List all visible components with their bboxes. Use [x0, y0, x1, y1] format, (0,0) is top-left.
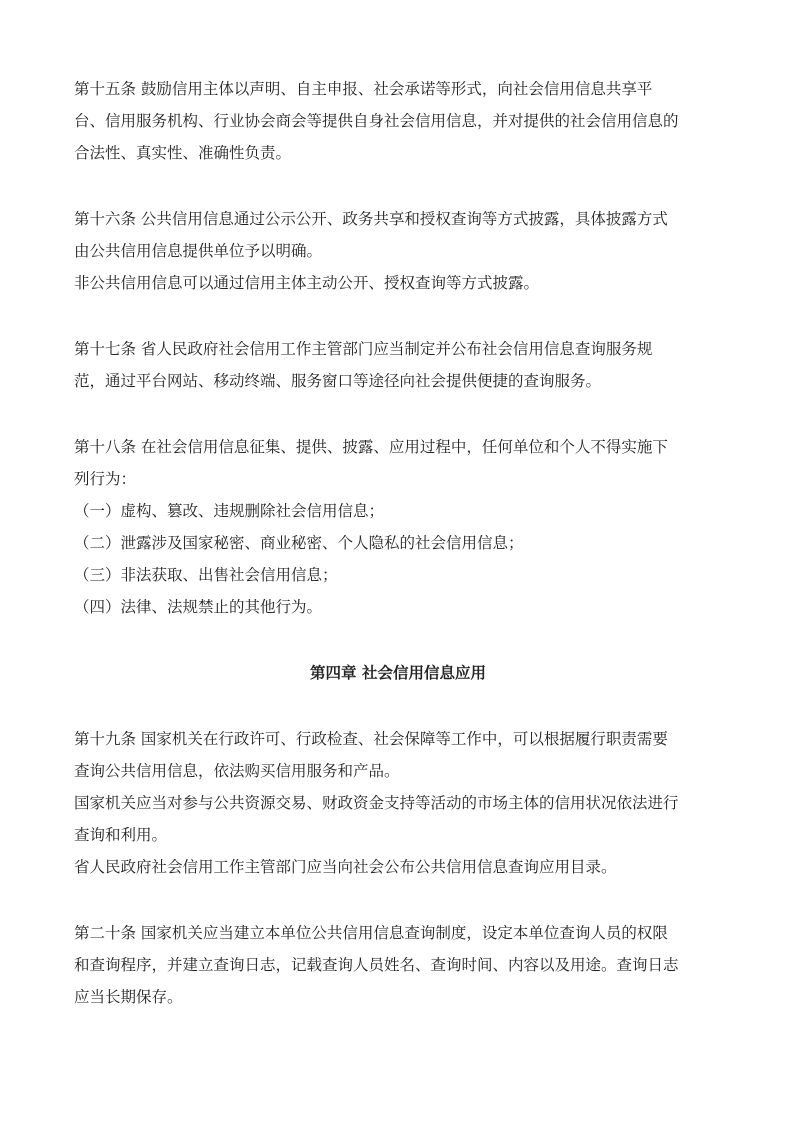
- article-line: 第十七条 省人民政府社会信用工作主管部门应当制定并公布社会信用信息查询服务规: [74, 340, 653, 358]
- document-body: [74, 73, 722, 1013]
- article-line: 第十八条 在社会信用信息征集、提供、披露、应用过程中，任何单位和个人不得实施下: [74, 438, 668, 456]
- article-line: 第十六条 公共信用信息通过公示公开、政务共享和授权查询等方式披露，具体披露方式: [74, 210, 668, 228]
- chapter-title: 第四章 社会信用信息应用: [310, 664, 486, 682]
- list-item: （一）虚构、篡改、违规删除社会信用信息；: [74, 502, 385, 520]
- paragraph-gap: [74, 689, 722, 723]
- article-line: 国家机关应当对参与公共资源交易、财政资金支持等活动的市场主体的信用状况依法进行: [74, 794, 679, 812]
- article-line: 第十五条 鼓励信用主体以声明、自主申报、社会承诺等形式，向社会信用信息共享平: [74, 80, 653, 98]
- article-line: 第二十条 国家机关应当建立本单位公共信用信息查询制度，设定本单位查询人员的权限: [74, 924, 668, 942]
- article-line: 由公共信用信息提供单位予以明确。: [74, 242, 323, 260]
- paragraph-gap: [74, 299, 722, 333]
- article-line: 第十九条 国家机关在行政许可、行政检查、社会保障等工作中，可以根据履行职责需要: [74, 730, 668, 748]
- article-20: [74, 917, 722, 1013]
- paragraph-gap: [74, 623, 722, 657]
- article-line: 查询和利用。: [74, 826, 168, 844]
- article-16: [74, 203, 722, 299]
- list-item: （三）非法获取、出售社会信用信息；: [74, 566, 338, 584]
- article-18: [74, 431, 722, 623]
- article-line: 范，通过平台网站、移动终端、服务窗口等途径向社会提供便捷的查询服务。: [74, 372, 602, 390]
- paragraph-gap: [74, 397, 722, 431]
- article-line: 非公共信用信息可以通过信用主体主动公开、授权查询等方式披露。: [74, 274, 540, 292]
- article-line: 合法性、真实性、准确性负责。: [74, 144, 292, 162]
- article-line: 和查询程序，并建立查询日志，记载查询人员姓名、查询时间、内容以及用途。查询日志: [74, 956, 679, 974]
- article-line: 查询公共信用信息，依法购买信用服务和产品。: [74, 762, 400, 780]
- article-line: 应当长期保存。: [74, 988, 183, 1006]
- article-line: 台、信用服务机构、行业协会商会等提供自身社会信用信息，并对提供的社会信用信息的: [74, 112, 679, 130]
- article-17: [74, 333, 722, 397]
- list-item: （四）法律、法规禁止的其他行为。: [74, 598, 323, 616]
- paragraph-gap: [74, 169, 722, 203]
- article-15: [74, 73, 722, 169]
- paragraph-gap: [74, 883, 722, 917]
- article-line: 列行为：: [74, 470, 137, 488]
- list-item: （二）泄露涉及国家秘密、商业秘密、个人隐私的社会信用信息；: [74, 534, 524, 552]
- article-19: [74, 723, 722, 883]
- article-line: 省人民政府社会信用工作主管部门应当向社会公布公共信用信息查询应用目录。: [74, 858, 617, 876]
